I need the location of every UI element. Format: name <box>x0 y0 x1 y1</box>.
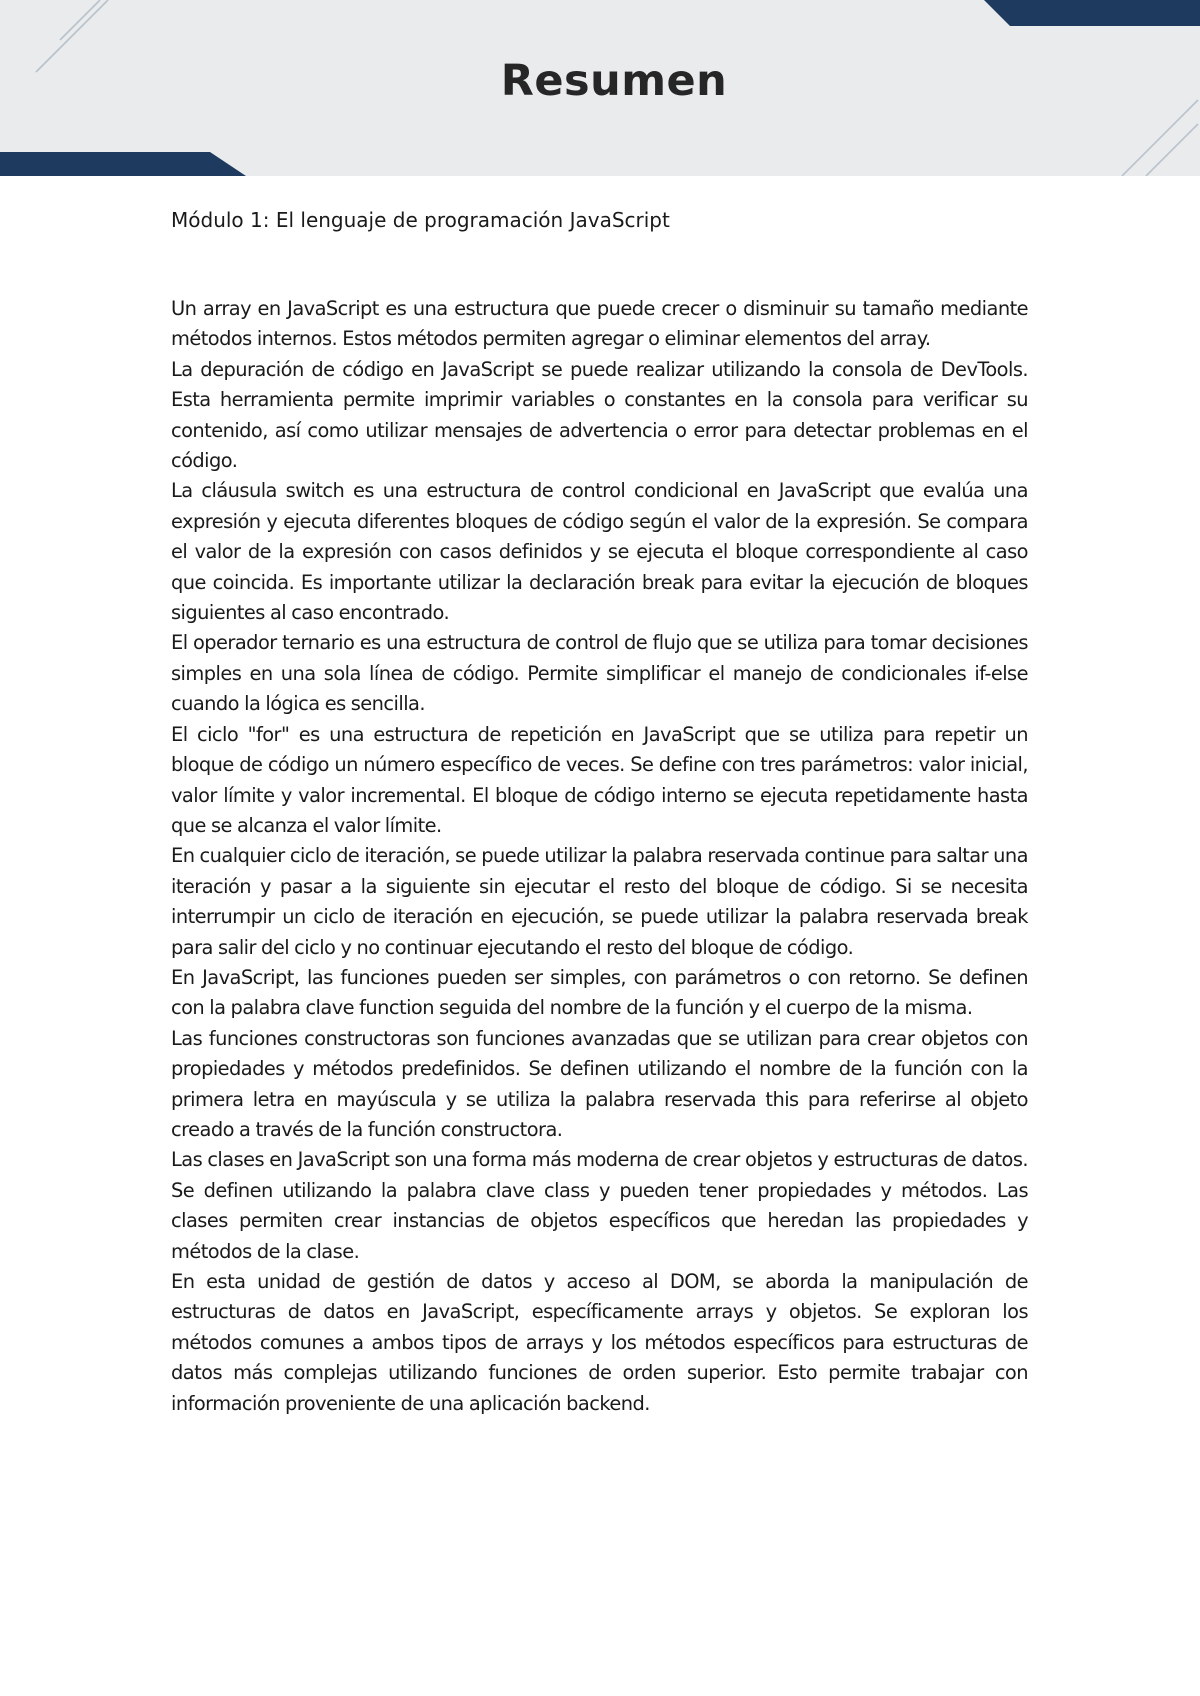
paragraph-switch: La cláusula switch es una estructura de control condicional en JavaScript que evalúa una expresión y ejecuta diferentes bloques de código según el valor de la expresión. Se compara el valor de la expresión con casos definidos y se ejecuta el bloque correspondiente al caso que coincida. Es importante utilizar la declaración break para evitar la ejecución de bloques siguientes al caso encontrado. <box>171 479 1028 625</box>
paragraph-continue-break: En cualquier ciclo de iteración, se puede utilizar la palabra reservada continue para saltar una iteración y pasar a la siguiente sin ejecutar el resto del bloque de código. Si se necesita interrumpir un ciclo de iteración en ejecución, se puede utilizar la palabra reservada break para salir del ciclo y no continuar ejecutando el resto del bloque de código. <box>171 844 1028 959</box>
deco-line-bottom-right-1 <box>1122 100 1198 176</box>
paragraph-arrays: Un array en JavaScript es una estructura que puede crecer o disminuir su tamaño mediante métodos internos. Estos métodos permiten agregar o eliminar elementos del array. <box>171 297 1028 351</box>
paragraph-constructors: Las funciones constructoras son funciones avanzadas que se utilizan para crear objetos con propiedades y métodos predefinidos. Se definen utilizando el nombre de la función con la primera letra en mayúscula y se utiliza la palabra reservada this para referirse al objeto creado a través de la función constructora. <box>171 1026 1028 1141</box>
document-body <box>171 205 1028 1419</box>
paragraph-dom-unit: En esta unidad de gestión de datos y acceso al DOM, se aborda la manipulación de estructuras de datos en JavaScript, específicamente arrays y objetos. Se exploran los métodos comunes a ambos tipos de arrays y los métodos específicos para estructuras de datos más complejas utilizando funciones de orden superior. Esto permite trabajar con información proveniente de una aplicación backend. <box>171 1270 1028 1415</box>
deco-line-bottom-right-2 <box>1146 124 1198 176</box>
paragraph-for-loop: El ciclo "for" es una estructura de repetición en JavaScript que se utiliza para repetir un bloque de código un número específico de veces. Se define con tres parámetros: valor inicial, valor límite y valor incremental. El bloque de código interno se ejecuta repetidamente hasta que se alcanza el valor límite. <box>171 722 1028 837</box>
accent-bar-top-right <box>984 0 1200 26</box>
summary-paragraphs <box>171 294 1028 1419</box>
paragraph-ternary: El operador ternario es una estructura de control de flujo que se utiliza para tomar decisiones simples en una sola línea de código. Permite simplificar el manejo de condicionales if-else cuando la lógica es sencilla. <box>171 631 1028 716</box>
paragraph-functions: En JavaScript, las funciones pueden ser simples, con parámetros o con retorno. Se definen con la palabra clave function seguida del nombre de la función y el cuerpo de la misma. <box>171 965 1028 1020</box>
deco-line-top-left-2 <box>60 0 100 40</box>
accent-bar-bottom-left <box>0 152 246 176</box>
page-title: Resumen <box>500 56 728 106</box>
module-heading: Módulo 1: El lenguaje de programación JavaScript <box>171 208 670 232</box>
paragraph-classes: Las clases en JavaScript son una forma más moderna de crear objetos y estructuras de datos. Se definen utilizando la palabra clave class y pueden tener propiedades y métodos. Las clases permiten crear instancias de objetos específicos que heredan las propiedades y métodos de la clase. <box>171 1148 1028 1263</box>
paragraph-debugging: La depuración de código en JavaScript se puede realizar utilizando la consola de DevTools. Esta herramienta permite imprimir variables o constantes en la consola para verificar su contenido, así como utilizar mensajes de advertencia o error para detectar problemas en el código. <box>171 357 1028 473</box>
